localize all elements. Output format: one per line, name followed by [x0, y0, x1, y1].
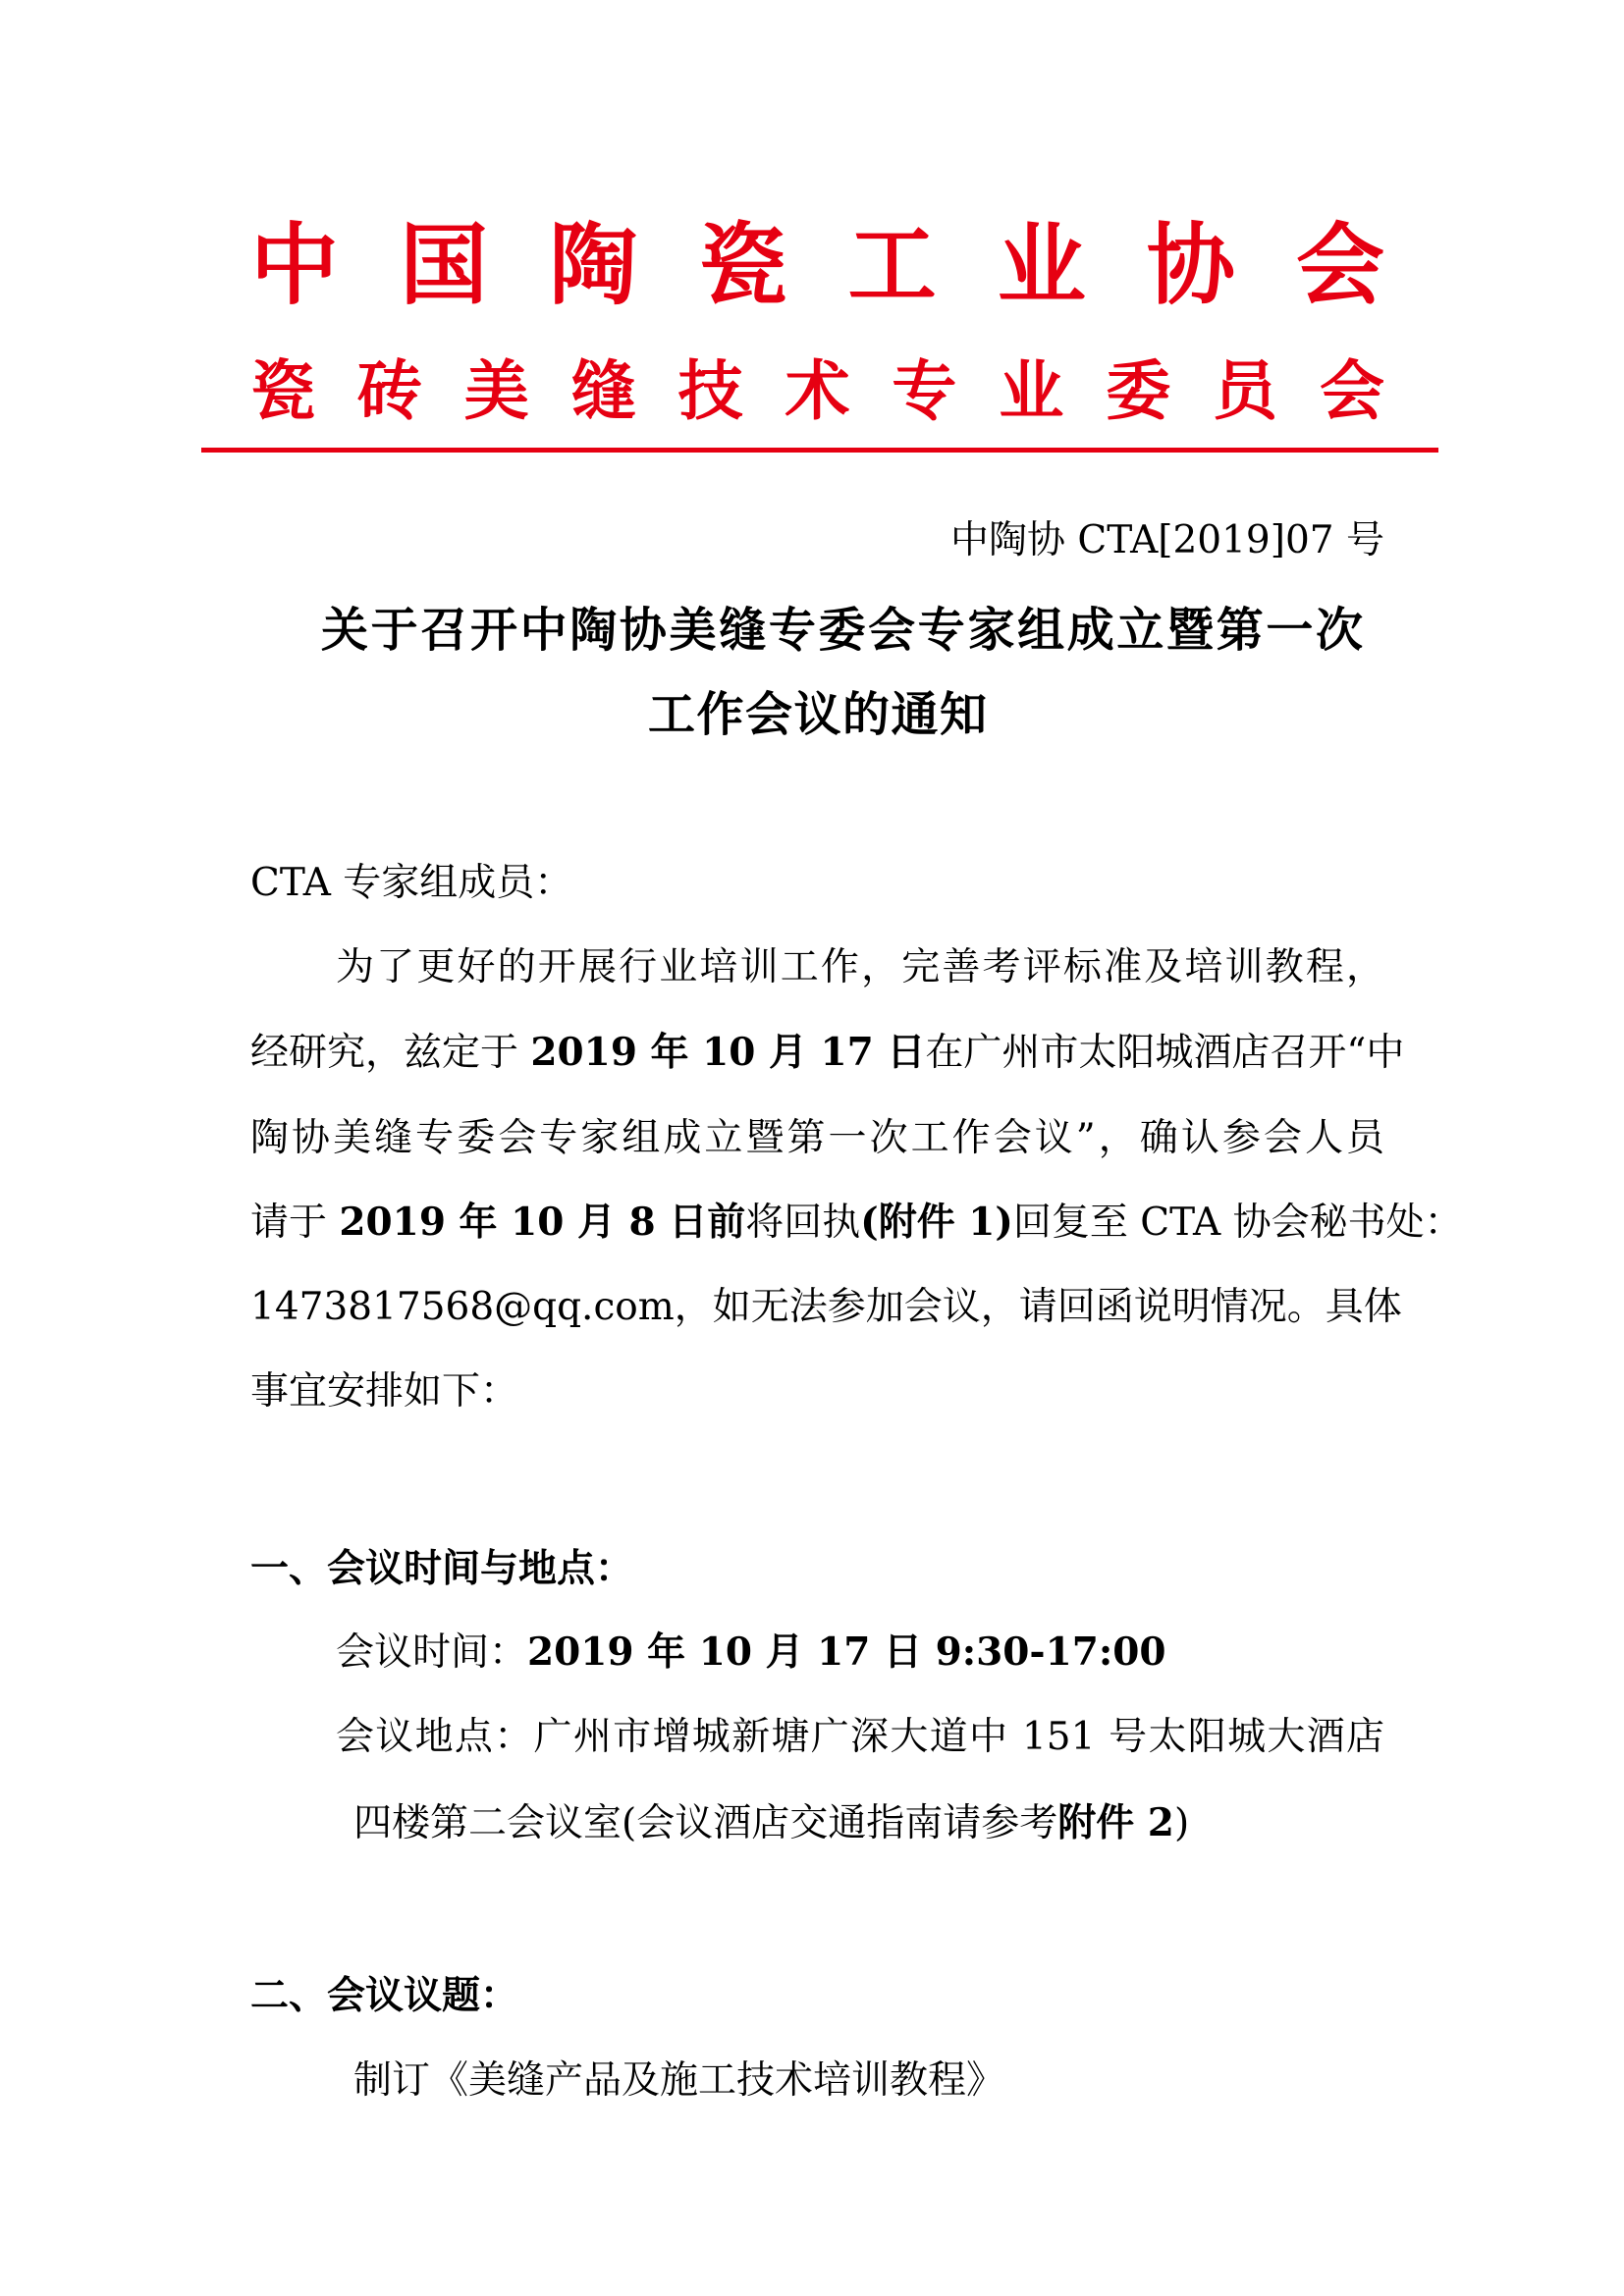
meeting-time: [336, 1623, 1166, 1682]
intro-line-4-middle: 将回执: [745, 1201, 861, 1245]
meeting-location-line-2-end: ): [1173, 1801, 1190, 1845]
meeting-time-value: 2019 年 10 月 17 日 9:30-17:00: [527, 1629, 1166, 1675]
attachment-2-ref: 附件 2: [1057, 1800, 1174, 1845]
meeting-location-line-1: 会议地点：广州市增城新塘广深大道中 151 号太阳城大酒店: [336, 1715, 1384, 1759]
intro-line-2-before: 经研究，兹定于: [250, 1031, 531, 1075]
intro-line-5: 1473817568@qq.com，如无法参加会议，请回函说明情况。具体: [250, 1285, 1402, 1329]
intro-line-4-before: 请于: [250, 1201, 340, 1245]
notice-title-line-1: 关于召开中陶协美缝专委会专家组成立暨第一次: [321, 603, 1363, 658]
meeting-topic: 制订《美缝产品及施工技术培训教程》: [353, 2058, 1005, 2103]
section-2-heading: 二、会议议题：: [250, 1973, 519, 2018]
letterhead-committee: 瓷砖美缝技术专业委员会: [250, 352, 1384, 429]
section-1-heading: 一、会议时间与地点：: [250, 1546, 634, 1591]
meeting-location-line-2-text: 四楼第二会议室(会议酒店交通指南请参考: [353, 1801, 1058, 1845]
document-number: 中陶协 CTA[2019]07 号: [950, 518, 1384, 562]
intro-line-6: 事宜安排如下：: [250, 1369, 519, 1414]
intro-line-2: [250, 1023, 1405, 1082]
intro-line-4: [250, 1193, 1463, 1252]
meeting-date-bold: 2019 年 10 月 17 日: [530, 1030, 926, 1075]
notice-title-line-2: 工作会议的通知: [648, 687, 987, 742]
intro-line-4-after: 回复至 CTA 协会秘书处：: [1012, 1201, 1463, 1245]
intro-line-3: 陶协美缝专委会专家组成立暨第一次工作会议”，确认参会人员: [250, 1116, 1384, 1160]
letterhead-organization: 中国陶瓷工业协会: [250, 213, 1384, 317]
intro-line-1: 为了更好的开展行业培训工作，完善考评标准及培训教程，: [336, 945, 1384, 989]
intro-line-2-after: 在广州市太阳城酒店召开“中: [925, 1031, 1405, 1075]
meeting-time-label: 会议时间：: [336, 1630, 528, 1675]
meeting-location-line-2: [353, 1793, 1189, 1852]
reply-deadline-bold: 2019 年 10 月 8 日前: [339, 1200, 746, 1245]
salutation: CTA 专家组成员：: [250, 861, 573, 905]
letterhead-divider: [201, 448, 1438, 453]
attachment-1-ref: (附件 1): [860, 1200, 1013, 1245]
